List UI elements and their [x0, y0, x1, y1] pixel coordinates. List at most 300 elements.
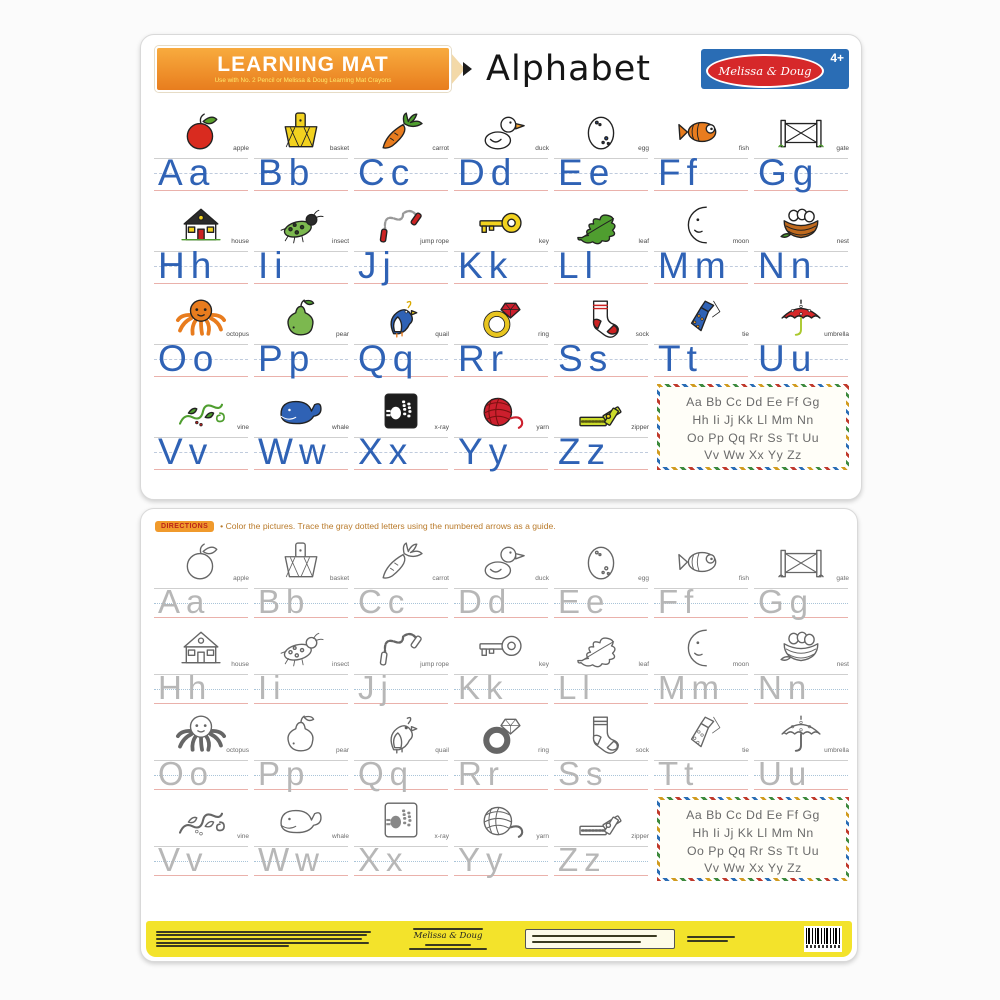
letter-cell-s — [551, 287, 651, 380]
picture-ring — [451, 287, 551, 339]
recap-line: Vv Ww Xx Yy Zz — [704, 861, 802, 876]
pear-icon — [275, 297, 327, 339]
carrot-icon — [375, 111, 427, 153]
writing-lines — [354, 841, 448, 879]
writing-lines — [654, 583, 748, 621]
writing-lines — [754, 669, 848, 707]
picture-label: sock — [635, 331, 649, 338]
leaf-icon — [575, 627, 627, 669]
sock-icon — [575, 713, 627, 755]
directions-bullet: • — [220, 521, 224, 531]
letter-pair: J j — [358, 245, 391, 286]
writing-lines — [754, 755, 848, 793]
duck-icon — [475, 111, 527, 153]
picture-label: apple — [233, 145, 249, 152]
ring-icon — [475, 297, 527, 339]
mat-header — [141, 35, 861, 99]
picture-gate — [751, 101, 851, 153]
picture-label: ring — [538, 747, 549, 754]
umbrella-icon — [775, 297, 827, 339]
writing-lines — [354, 339, 448, 380]
letter-pair: H h — [158, 669, 207, 706]
picture-zipper — [551, 380, 651, 432]
footer-strip — [146, 921, 852, 957]
writing-lines — [154, 669, 248, 707]
picture-label: fish — [738, 575, 749, 582]
letter-pair: D d — [458, 152, 512, 193]
letter-cell-e — [551, 535, 651, 621]
picture-label: x-ray — [434, 424, 449, 431]
letter-cell-z — [551, 793, 651, 881]
letter-cell-a — [151, 535, 251, 621]
letter-pair: R r — [458, 338, 504, 379]
letter-cell-a — [151, 101, 251, 194]
picture-gate — [751, 535, 851, 583]
fine-print-line — [687, 940, 728, 942]
letter-pair: A a — [158, 583, 205, 620]
writing-lines — [554, 841, 648, 879]
picture-label: quail — [435, 747, 449, 754]
gate-icon — [775, 541, 827, 583]
writing-lines — [354, 669, 448, 707]
pencil-tip-icon — [463, 62, 472, 76]
writing-lines — [554, 755, 648, 793]
picture-label: jump rope — [420, 238, 449, 245]
writing-lines — [754, 153, 848, 194]
letter-pair: U u — [758, 338, 812, 379]
picture-house — [151, 621, 251, 669]
picture-insect — [251, 194, 351, 246]
letter-pair: V v — [158, 841, 203, 878]
picture-label: duck — [535, 145, 549, 152]
picture-xray — [351, 793, 451, 841]
writing-lines — [454, 246, 548, 287]
picture-umbrella — [751, 707, 851, 755]
letter-cell-d — [451, 535, 551, 621]
picture-fish — [651, 101, 751, 153]
picture-egg — [551, 535, 651, 583]
writing-lines — [554, 153, 648, 194]
picture-ring — [451, 707, 551, 755]
leaf-icon — [575, 204, 627, 246]
picture-label: basket — [329, 575, 349, 582]
picture-fish — [651, 535, 751, 583]
alphabet-recap-box — [657, 384, 849, 470]
letter-pair: N n — [758, 669, 807, 706]
letter-cell-b — [251, 101, 351, 194]
writing-lines — [654, 153, 748, 194]
picture-quail — [351, 707, 451, 755]
letter-pair: G g — [758, 583, 809, 620]
writing-lines — [154, 339, 248, 380]
picture-key — [451, 194, 551, 246]
writing-lines — [154, 246, 248, 287]
writing-lines — [554, 339, 648, 380]
picture-vine — [151, 793, 251, 841]
letter-cell-q — [351, 287, 451, 380]
writing-lines — [654, 669, 748, 707]
letter-pair: T t — [658, 338, 697, 379]
duck-icon — [475, 541, 527, 583]
fine-print-box — [525, 929, 675, 949]
letter-cell-f — [651, 535, 751, 621]
picture-apple — [151, 535, 251, 583]
picture-label: octopus — [226, 331, 249, 338]
picture-insect — [251, 621, 351, 669]
picture-tie — [651, 707, 751, 755]
letter-pair: P p — [258, 338, 310, 379]
picture-label: octopus — [226, 747, 249, 754]
writing-lines — [454, 583, 548, 621]
fine-print-line — [156, 945, 289, 947]
letter-pair: D d — [458, 583, 507, 620]
letter-cell-d — [451, 101, 551, 194]
recap-line: Oo Pp Qq Rr Ss Tt Uu — [686, 843, 820, 858]
learning-mat-front — [140, 34, 862, 500]
letter-cell-n — [751, 621, 851, 707]
directions-sentence: Color the pictures. Trace the gray dotted letters using the numbered arrows as a guide. — [225, 521, 556, 531]
alphabet-row — [151, 194, 853, 287]
letter-cell-m — [651, 194, 751, 287]
letter-cell-p — [251, 287, 351, 380]
alphabet-row — [151, 621, 849, 707]
picture-label: key — [538, 661, 549, 668]
age-badge: 4+ — [830, 51, 844, 65]
letter-cell-j — [351, 621, 451, 707]
writing-lines — [754, 339, 848, 380]
letter-cell-z — [551, 380, 651, 473]
picture-zipper — [551, 793, 651, 841]
apple-icon — [175, 111, 227, 153]
page-title: Alphabet — [486, 49, 651, 89]
writing-lines — [554, 583, 648, 621]
letter-cell-p — [251, 707, 351, 793]
picture-label: vine — [237, 424, 249, 431]
picture-xray — [351, 380, 451, 432]
picture-label: pear — [335, 331, 349, 338]
picture-basket — [251, 101, 351, 153]
writing-lines — [454, 432, 548, 473]
octopus-icon — [175, 297, 227, 339]
letter-cell-v — [151, 380, 251, 473]
letter-cell-l — [551, 621, 651, 707]
writing-lines — [154, 841, 248, 879]
picture-label: zipper — [631, 424, 649, 431]
letter-cell-y — [451, 793, 551, 881]
recap-line: Oo Pp Qq Rr Ss Tt Uu — [686, 430, 820, 445]
picture-label: vine — [237, 833, 249, 840]
picture-tie — [651, 287, 751, 339]
letter-pair: E e — [558, 152, 610, 193]
fine-print-right — [687, 935, 735, 944]
directions-row — [141, 509, 857, 535]
letter-cell-y — [451, 380, 551, 473]
whale-icon — [275, 799, 327, 841]
writing-lines — [254, 669, 348, 707]
directions-text — [220, 521, 556, 531]
recap-line: Hh Ii Jj Kk Ll Mm Nn — [692, 412, 814, 427]
fine-print-line — [156, 931, 371, 933]
letter-pair: W w — [258, 841, 319, 878]
letter-pair: F f — [658, 583, 694, 620]
writing-lines — [354, 246, 448, 287]
fine-print-line — [687, 936, 735, 938]
picture-octopus — [151, 287, 251, 339]
insect-icon — [275, 627, 327, 669]
letter-cell-s — [551, 707, 651, 793]
fine-print-left — [156, 929, 371, 949]
sock-icon — [575, 297, 627, 339]
picture-quail — [351, 287, 451, 339]
picture-label: tie — [742, 747, 749, 754]
letter-cell-c — [351, 101, 451, 194]
house-icon — [175, 627, 227, 669]
pear-icon — [275, 713, 327, 755]
umbrella-icon — [775, 713, 827, 755]
carrot-icon — [375, 541, 427, 583]
apple-icon — [175, 541, 227, 583]
letter-pair: S s — [558, 338, 608, 379]
writing-lines — [254, 246, 348, 287]
letter-cell-o — [151, 707, 251, 793]
writing-lines — [254, 755, 348, 793]
recap-line: Vv Ww Xx Yy Zz — [704, 448, 802, 463]
writing-lines — [454, 153, 548, 194]
fine-print-center — [383, 928, 513, 949]
tie-icon — [675, 297, 727, 339]
letter-pair: B b — [258, 583, 305, 620]
letter-cell-m — [651, 621, 751, 707]
learning-mat-banner — [155, 46, 451, 92]
quail-icon — [375, 297, 427, 339]
writing-lines — [154, 583, 248, 621]
letter-cell-i — [251, 621, 351, 707]
letter-pair: C c — [358, 583, 405, 620]
picture-pear — [251, 707, 351, 755]
picture-label: x-ray — [434, 833, 449, 840]
picture-egg — [551, 101, 651, 153]
picture-label: key — [538, 238, 549, 245]
writing-lines — [654, 246, 748, 287]
house-icon — [175, 204, 227, 246]
letter-pair: Z z — [558, 841, 601, 878]
letter-pair: C c — [358, 152, 410, 193]
writing-lines — [354, 755, 448, 793]
letter-pair: R r — [458, 755, 499, 792]
picture-label: gate — [836, 575, 849, 582]
fine-print-line — [425, 944, 471, 946]
letter-pair: Y y — [458, 431, 508, 472]
picture-jumprope — [351, 194, 451, 246]
gate-icon — [775, 111, 827, 153]
quail-icon — [375, 713, 427, 755]
letter-pair: B b — [258, 152, 310, 193]
picture-label: leaf — [638, 238, 649, 245]
writing-lines — [354, 583, 448, 621]
letter-cell-t — [651, 287, 751, 380]
picture-label: moon — [732, 238, 749, 245]
picture-label: yarn — [536, 424, 549, 431]
picture-leaf — [551, 621, 651, 669]
letter-cell-u — [751, 287, 851, 380]
octopus-icon — [175, 713, 227, 755]
letter-cell-h — [151, 194, 251, 287]
letter-pair: F f — [658, 152, 697, 193]
letter-pair: P p — [258, 755, 305, 792]
letter-cell-u — [751, 707, 851, 793]
picture-label: egg — [638, 575, 649, 582]
picture-key — [451, 621, 551, 669]
brand-oval — [706, 54, 824, 88]
letter-cell-v — [151, 793, 251, 881]
letter-pair: E e — [558, 583, 605, 620]
fish-icon — [675, 111, 727, 153]
brand-name: Melissa & Doug — [718, 64, 812, 78]
recap-line: Aa Bb Cc Dd Ee Ff Gg — [686, 808, 820, 822]
picture-apple — [151, 101, 251, 153]
picture-label: tie — [742, 331, 749, 338]
letter-pair: Q q — [358, 338, 414, 379]
writing-lines — [354, 432, 448, 473]
picture-sock — [551, 707, 651, 755]
picture-label: pear — [335, 747, 349, 754]
letter-cell-w — [251, 380, 351, 473]
fine-print-line — [156, 938, 362, 940]
picture-yarn — [451, 793, 551, 841]
letter-pair: Z z — [558, 431, 606, 472]
picture-label: egg — [638, 145, 649, 152]
letter-pair: S s — [558, 755, 603, 792]
alphabet-row — [151, 380, 853, 473]
recap-line: Aa Bb Cc Dd Ee Ff Gg — [686, 395, 820, 409]
zipper-icon — [575, 390, 627, 432]
picture-label: sock — [635, 747, 649, 754]
alphabet-row — [151, 707, 849, 793]
picture-label: carrot — [432, 575, 449, 582]
recap-line: Hh Ii Jj Kk Ll Mm Nn — [692, 825, 814, 840]
letter-cell-x — [351, 380, 451, 473]
fine-print-line — [413, 928, 483, 930]
letter-pair: G g — [758, 152, 814, 193]
tie-icon — [675, 713, 727, 755]
vine-icon — [175, 799, 227, 841]
writing-lines — [254, 339, 348, 380]
fine-print-line — [532, 941, 641, 943]
picture-nest — [751, 194, 851, 246]
letter-pair: L l — [558, 669, 590, 706]
picture-vine — [151, 380, 251, 432]
banner-title: LEARNING MAT — [217, 53, 389, 76]
letter-pair: T t — [658, 755, 694, 792]
picture-label: jump rope — [420, 661, 449, 668]
key-icon — [475, 204, 527, 246]
letter-pair: O o — [158, 755, 209, 792]
letter-cell-r — [451, 707, 551, 793]
letter-pair: X x — [358, 841, 403, 878]
picture-label: yarn — [536, 833, 549, 840]
picture-yarn — [451, 380, 551, 432]
letter-pair: K k — [458, 669, 503, 706]
letter-pair: I i — [258, 245, 283, 286]
letter-cell-g — [751, 535, 851, 621]
letter-cell-o — [151, 287, 251, 380]
alphabet-row — [151, 535, 849, 621]
key-icon — [475, 627, 527, 669]
letter-pair: J j — [358, 669, 388, 706]
alphabet-recap-box — [657, 797, 849, 881]
learning-mat-back — [140, 508, 858, 962]
writing-lines — [254, 432, 348, 473]
letter-pair: M m — [658, 669, 719, 706]
picture-label: moon — [732, 661, 749, 668]
letter-cell-r — [451, 287, 551, 380]
nest-icon — [775, 627, 827, 669]
fine-print-line — [532, 935, 657, 937]
picture-label: gate — [836, 145, 849, 152]
letter-cell-h — [151, 621, 251, 707]
fine-print-line — [409, 948, 487, 950]
egg-icon — [575, 111, 627, 153]
letter-cell-e — [551, 101, 651, 194]
picture-whale — [251, 793, 351, 841]
picture-label: quail — [435, 331, 449, 338]
fine-print-line — [156, 934, 367, 936]
letter-pair: Q q — [358, 755, 409, 792]
letter-pair: H h — [158, 245, 212, 286]
letter-cell-x — [351, 793, 451, 881]
alphabet-grid-color — [141, 99, 861, 473]
fish-icon — [675, 541, 727, 583]
picture-carrot — [351, 101, 451, 153]
picture-label: nest — [836, 238, 849, 245]
letter-pair: Y y — [458, 841, 503, 878]
picture-label: zipper — [631, 833, 649, 840]
letter-pair: I i — [258, 669, 281, 706]
xray-icon — [375, 390, 427, 432]
letter-cell-n — [751, 194, 851, 287]
letter-pair: N n — [758, 245, 812, 286]
barcode — [804, 926, 842, 952]
letter-cell-c — [351, 535, 451, 621]
picture-whale — [251, 380, 351, 432]
writing-lines — [754, 246, 848, 287]
writing-lines — [654, 339, 748, 380]
picture-leaf — [551, 194, 651, 246]
basket-icon — [275, 541, 327, 583]
picture-label: carrot — [432, 145, 449, 152]
letter-pair: X x — [358, 431, 408, 472]
letter-pair: W w — [258, 431, 326, 472]
writing-lines — [454, 755, 548, 793]
letter-pair: A a — [158, 152, 210, 193]
nest-icon — [775, 204, 827, 246]
letter-cell-w — [251, 793, 351, 881]
picture-octopus — [151, 707, 251, 755]
picture-duck — [451, 535, 551, 583]
writing-lines — [254, 841, 348, 879]
letter-cell-k — [451, 621, 551, 707]
zipper-icon — [575, 799, 627, 841]
writing-lines — [154, 432, 248, 473]
letter-cell-l — [551, 194, 651, 287]
picture-sock — [551, 287, 651, 339]
writing-lines — [754, 583, 848, 621]
letter-cell-k — [451, 194, 551, 287]
footer-brand-script: Melissa & Doug — [413, 931, 483, 942]
picture-label: house — [231, 238, 249, 245]
moon-icon — [675, 204, 727, 246]
alphabet-row — [151, 101, 853, 194]
